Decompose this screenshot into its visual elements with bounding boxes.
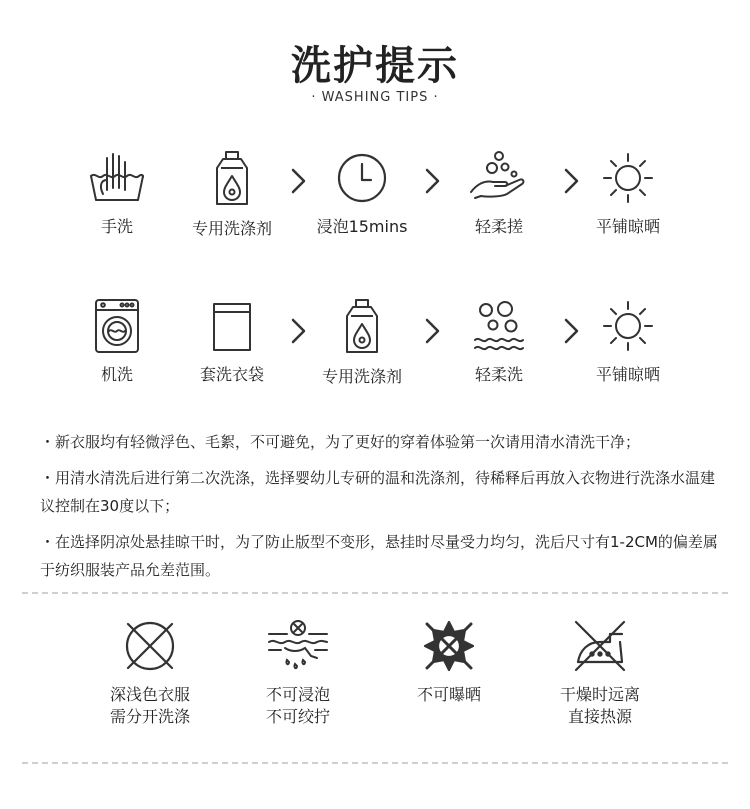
detergent-bottle-icon [207,150,257,208]
clock-icon [334,150,390,206]
care-label-line1: 不可浸泡 [265,685,330,704]
care-label-line1: 深浅色衣服 [109,685,190,704]
hand-bubbles-icon [467,150,531,206]
care-label-line2: 不可绞拧 [265,707,330,726]
step-label: 手洗 [100,217,133,236]
step-label: 专用洗涤剂 [191,219,272,238]
note-item: ・用清水清洗后进行第二次洗涤，选择婴幼儿专研的温和洗涤剂，待稀释后再放入衣物进行洗涤水温建议控制在30度以下； [40,469,716,515]
care-no-iron [530,618,670,728]
step-label: 平铺晾晒 [595,217,660,236]
step-flat-dry [568,150,688,237]
washing-notes [40,428,720,592]
note-item: ・在选择阴凉处悬挂晾干时，为了防止版型不变形，悬挂时尽量受力均匀，洗后尺寸有1-2CM的偏差属于纺织服装产品允差范围。 [40,533,718,579]
care-label-line1: 不可曝晒 [416,685,481,704]
no-iron-icon [570,618,630,674]
step-hand-wash [57,150,177,237]
step-laundry-bag [172,298,292,385]
step-machine-wash [57,298,177,385]
page-subtitle: · WASHING TIPS · [311,90,439,105]
step-label: 机洗 [100,365,133,384]
step-detergent-2 [302,298,422,387]
laundry-bag-icon [210,298,254,354]
bubbles-water-icon [469,298,529,354]
detergent-bottle-icon [337,298,387,356]
no-mix-colors-icon [122,618,178,674]
note-item: ・新衣服均有轻微浮色、毛絮，不可避免，为了更好的穿着体验第一次请用清水清洗干净； [40,433,641,451]
sun-icon [600,298,656,354]
care-label-line2: 需分开洗涤 [109,707,190,726]
care-no-sun [379,618,519,706]
step-flat-dry-2 [568,298,688,385]
page-title: 洗护提示 [291,43,459,89]
no-soak-icon [265,618,331,674]
step-label: 平铺晾晒 [595,365,660,384]
step-label: 轻柔洗 [474,365,523,384]
divider [22,762,728,764]
sun-icon [600,150,656,206]
step-gentle-rub [439,150,559,237]
step-label: 浸泡15mins [316,217,408,236]
step-gentle-wash [439,298,559,385]
step-detergent [172,150,292,239]
care-no-soak [228,618,368,728]
hand-wash-icon [85,150,149,206]
step-label: 专用洗涤剂 [321,367,402,386]
care-no-mix-colors [80,618,220,728]
step-label: 套洗衣袋 [199,365,264,384]
step-soak [302,150,422,237]
step-label: 轻柔搓 [474,217,523,236]
divider [22,592,728,594]
care-label-line2: 直接热源 [567,707,632,726]
care-label-line1: 干燥时远离 [559,685,640,704]
no-sun-icon [421,618,477,674]
washing-machine-icon [92,298,142,354]
